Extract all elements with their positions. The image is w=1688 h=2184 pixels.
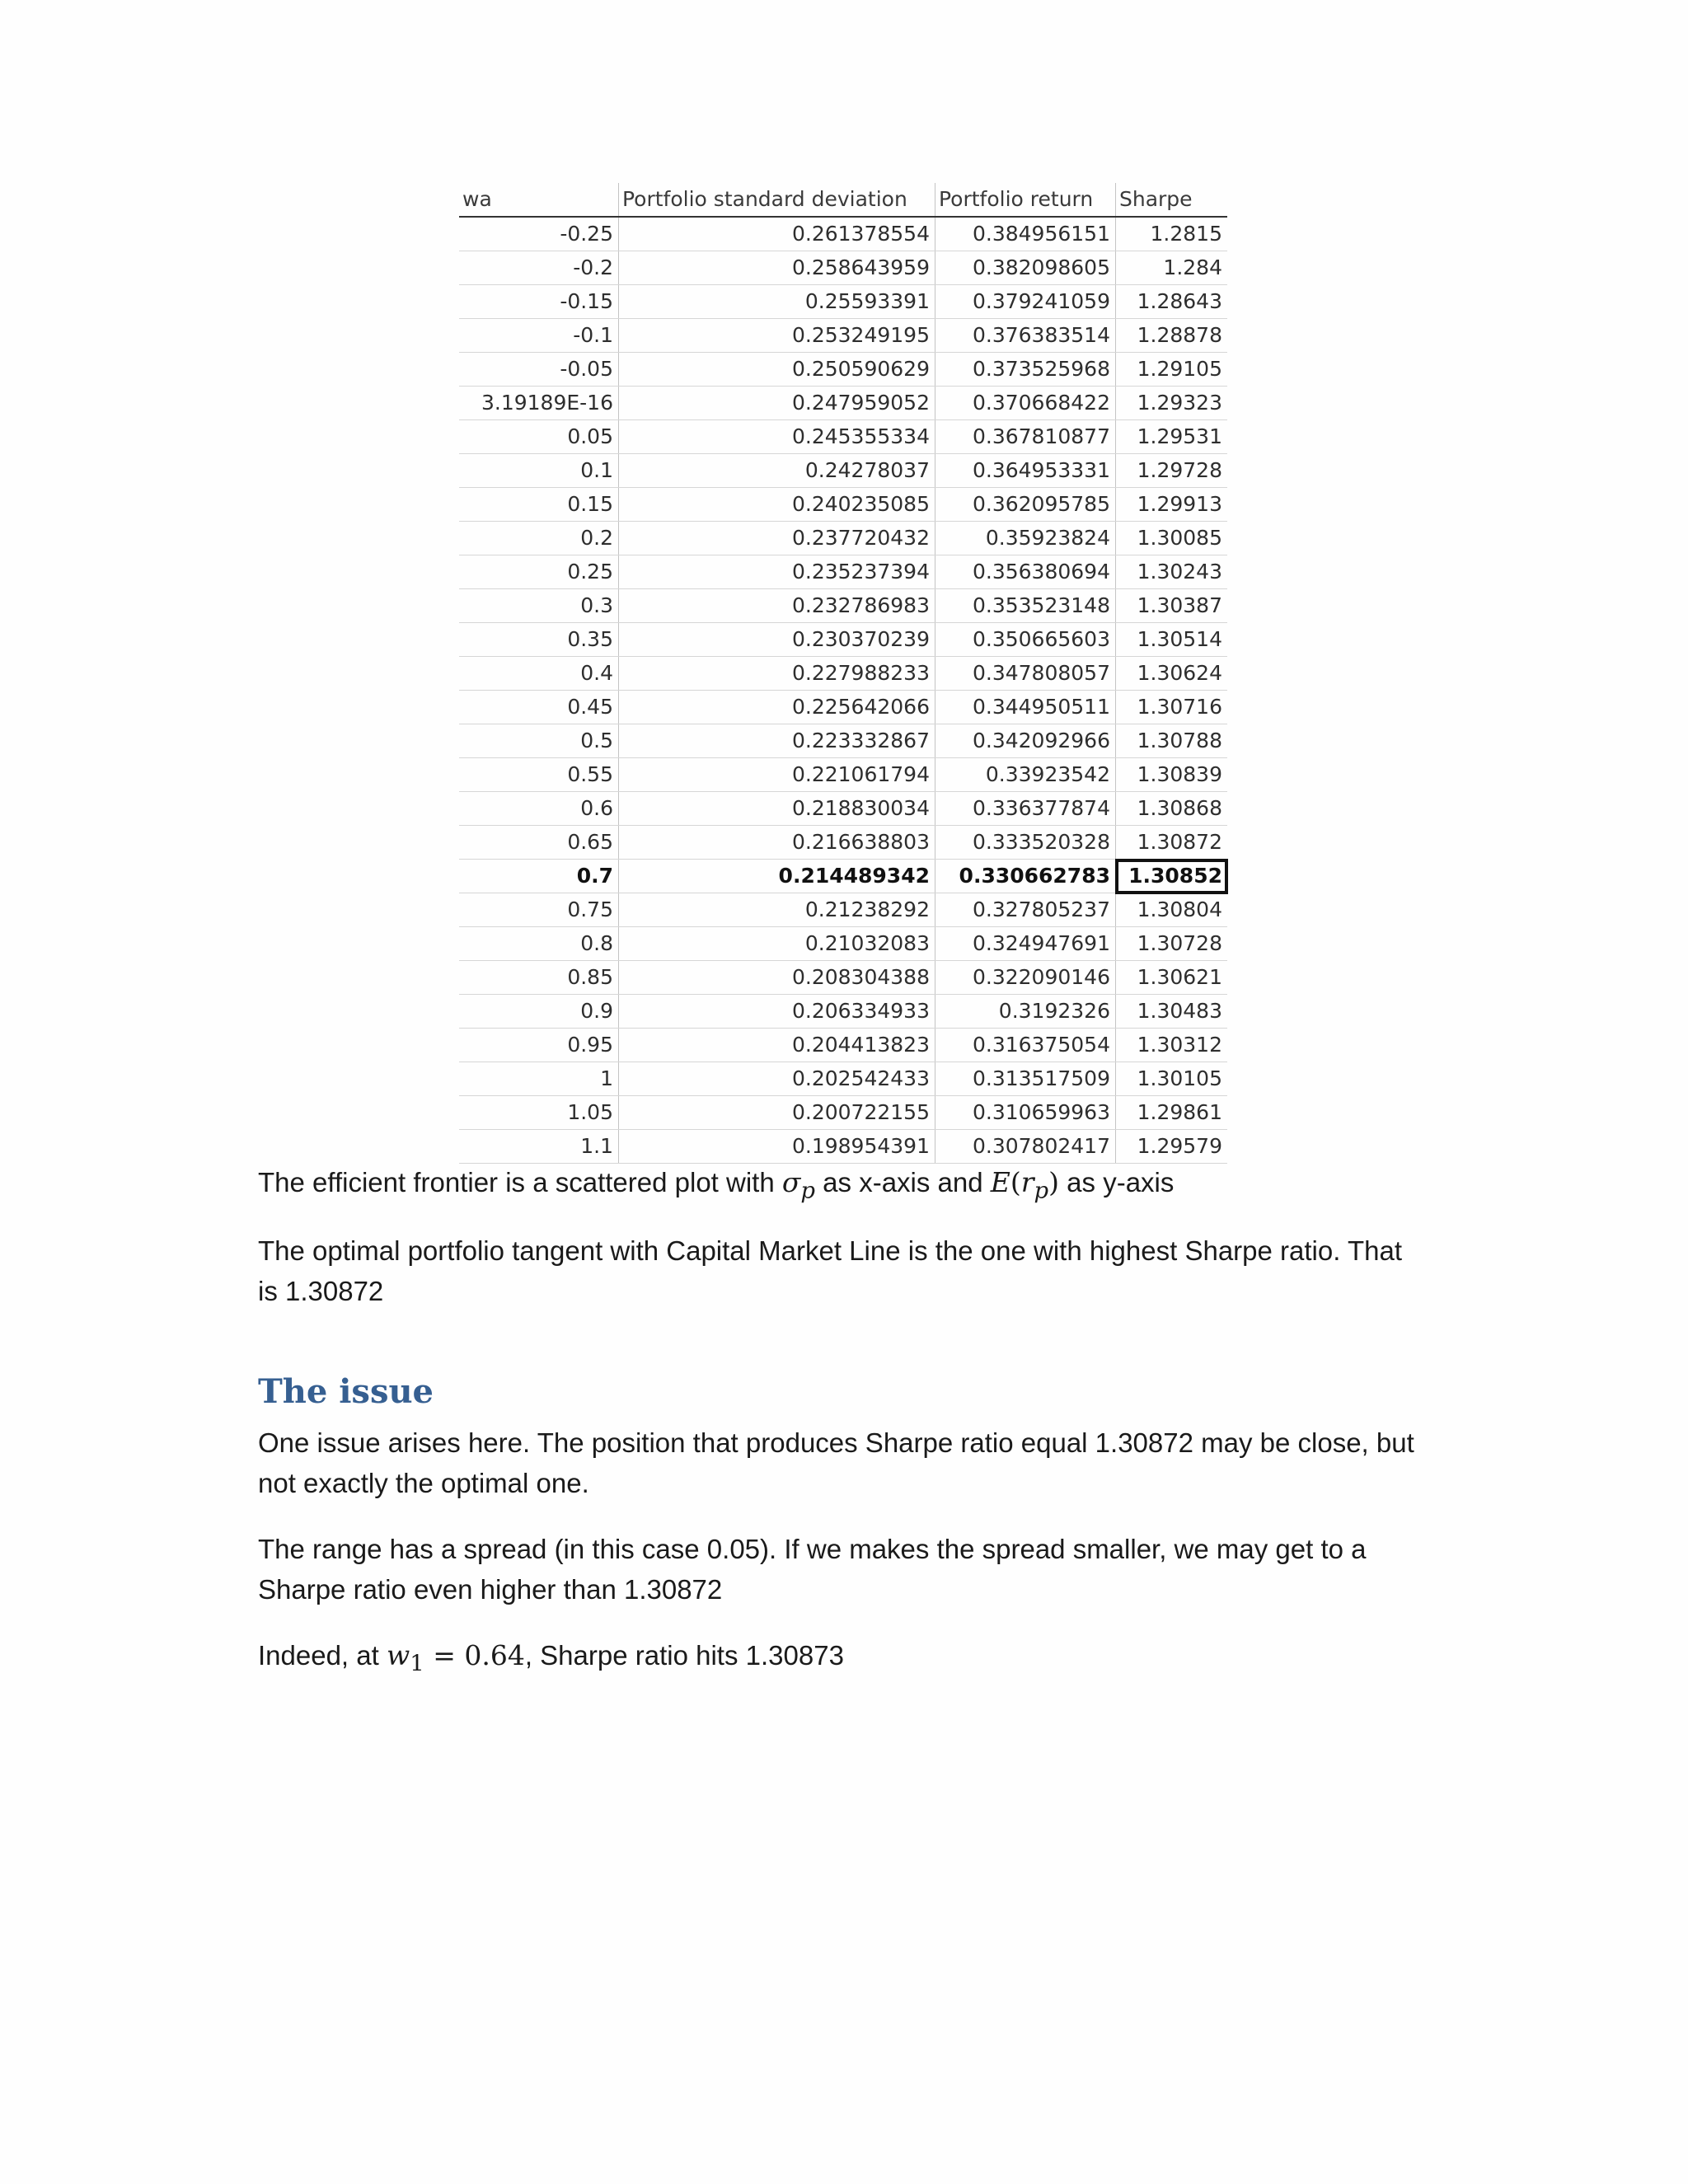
cell-std-dev: 0.230370239 xyxy=(619,623,935,657)
cell-std-dev: 0.214489342 xyxy=(619,860,935,893)
table-row xyxy=(459,860,1227,893)
para1-before: The efficient frontier is a scattered plot with xyxy=(258,1167,782,1197)
table-row xyxy=(459,995,1227,1029)
cell-wa: -0.1 xyxy=(459,319,619,353)
cell-return: 0.310659963 xyxy=(935,1096,1116,1130)
cell-return: 0.353523148 xyxy=(935,589,1116,623)
table-row xyxy=(459,1062,1227,1096)
cell-sharpe: 1.30868 xyxy=(1116,792,1228,826)
issue-paragraph: One issue arises here. The position that produces Sharpe ratio equal 1.30872 may be close, but not exactly the optimal one. xyxy=(258,1427,1414,1498)
cell-sharpe: 1.30483 xyxy=(1116,995,1228,1029)
cell-sharpe: 1.29531 xyxy=(1116,420,1228,454)
cell-wa: -0.15 xyxy=(459,285,619,319)
cell-return: 0.367810877 xyxy=(935,420,1116,454)
cell-return: 0.33923542 xyxy=(935,758,1116,792)
cell-sharpe: 1.30852 xyxy=(1116,860,1228,893)
header-sharpe: Sharpe xyxy=(1116,183,1228,217)
table-row xyxy=(459,758,1227,792)
cell-return: 0.356380694 xyxy=(935,555,1116,589)
w-symbol: w xyxy=(386,1639,410,1671)
table-row xyxy=(459,1029,1227,1062)
cell-return: 0.333520328 xyxy=(935,826,1116,860)
table-row xyxy=(459,792,1227,826)
w-subscript: 1 xyxy=(410,1650,424,1677)
cell-wa: 0.6 xyxy=(459,792,619,826)
cell-sharpe: 1.29913 xyxy=(1116,488,1228,522)
table-row xyxy=(459,1130,1227,1164)
header-wa: wa xyxy=(459,183,619,217)
cell-wa: 0.15 xyxy=(459,488,619,522)
efficient-frontier-paragraph: The efficient frontier is a scattered plot with $\sigma_p$ as x-axis and $E(r_p)$ as y-axis xyxy=(258,1166,1175,1204)
cell-std-dev: 0.253249195 xyxy=(619,319,935,353)
cell-std-dev: 0.24278037 xyxy=(619,454,935,488)
cell-sharpe: 1.30312 xyxy=(1116,1029,1228,1062)
cell-wa: 0.25 xyxy=(459,555,619,589)
cell-wa: 0.95 xyxy=(459,1029,619,1062)
indeed-paragraph xyxy=(258,1635,1428,1685)
table-row xyxy=(459,826,1227,860)
cell-return: 0.336377874 xyxy=(935,792,1116,826)
para5-before: Indeed, at xyxy=(258,1640,387,1671)
cell-return: 0.342092966 xyxy=(935,724,1116,758)
sharpe-table xyxy=(459,183,1227,1164)
cell-sharpe: 1.30105 xyxy=(1116,1062,1228,1096)
sigma-subscript: p xyxy=(800,1177,816,1204)
cell-std-dev: 0.258643959 xyxy=(619,251,935,285)
cell-return: 0.327805237 xyxy=(935,893,1116,927)
cell-sharpe: 1.28878 xyxy=(1116,319,1228,353)
table-row xyxy=(459,623,1227,657)
cell-std-dev: 0.235237394 xyxy=(619,555,935,589)
cell-std-dev: 0.21238292 xyxy=(619,893,935,927)
cell-std-dev: 0.206334933 xyxy=(619,995,935,1029)
cell-wa: 0.65 xyxy=(459,826,619,860)
cell-sharpe: 1.30872 xyxy=(1116,826,1228,860)
cell-sharpe: 1.30624 xyxy=(1116,657,1228,691)
cell-wa: 1 xyxy=(459,1062,619,1096)
table-row xyxy=(459,927,1227,961)
cell-std-dev: 0.204413823 xyxy=(619,1029,935,1062)
cell-wa: 1.05 xyxy=(459,1096,619,1130)
return-subscript: p xyxy=(1034,1177,1049,1204)
cell-std-dev: 0.200722155 xyxy=(619,1096,935,1130)
table-row xyxy=(459,522,1227,555)
cell-sharpe: 1.30728 xyxy=(1116,927,1228,961)
cell-wa: -0.2 xyxy=(459,251,619,285)
cell-std-dev: 0.216638803 xyxy=(619,826,935,860)
cell-sharpe: 1.30514 xyxy=(1116,623,1228,657)
cell-return: 0.382098605 xyxy=(935,251,1116,285)
cell-return: 0.384956151 xyxy=(935,217,1116,251)
para5-after: , Sharpe ratio hits 1.30873 xyxy=(524,1640,844,1671)
cell-return: 0.316375054 xyxy=(935,1029,1116,1062)
table-row xyxy=(459,724,1227,758)
cell-sharpe: 1.30788 xyxy=(1116,724,1228,758)
cell-std-dev: 0.202542433 xyxy=(619,1062,935,1096)
table-row xyxy=(459,691,1227,724)
para1-after: as y-axis xyxy=(1059,1167,1175,1197)
cell-wa: 0.1 xyxy=(459,454,619,488)
cell-sharpe: 1.30716 xyxy=(1116,691,1228,724)
cell-wa: 0.35 xyxy=(459,623,619,657)
cell-sharpe: 1.30387 xyxy=(1116,589,1228,623)
cell-return: 0.313517509 xyxy=(935,1062,1116,1096)
cell-std-dev: 0.240235085 xyxy=(619,488,935,522)
cell-return: 0.344950511 xyxy=(935,691,1116,724)
cell-wa: 0.8 xyxy=(459,927,619,961)
cell-wa: 0.9 xyxy=(459,995,619,1029)
cell-return: 0.324947691 xyxy=(935,927,1116,961)
cell-sharpe: 1.29579 xyxy=(1116,1130,1228,1164)
cell-std-dev: 0.25593391 xyxy=(619,285,935,319)
cell-std-dev: 0.223332867 xyxy=(619,724,935,758)
cell-wa: 0.5 xyxy=(459,724,619,758)
cell-wa: 0.85 xyxy=(459,961,619,995)
cell-return: 0.350665603 xyxy=(935,623,1116,657)
cell-std-dev: 0.225642066 xyxy=(619,691,935,724)
spread-paragraph: The range has a spread (in this case 0.05). If we makes the spread smaller, we may get to a Sharpe ratio even higher than 1.30872 xyxy=(258,1534,1367,1605)
cell-sharpe: 1.284 xyxy=(1116,251,1228,285)
cell-return: 0.379241059 xyxy=(935,285,1116,319)
table-row xyxy=(459,555,1227,589)
cell-return: 0.376383514 xyxy=(935,319,1116,353)
cell-wa: -0.05 xyxy=(459,353,619,387)
cell-sharpe: 1.29728 xyxy=(1116,454,1228,488)
cell-sharpe: 1.30839 xyxy=(1116,758,1228,792)
cell-sharpe: 1.30085 xyxy=(1116,522,1228,555)
cell-return: 0.373525968 xyxy=(935,353,1116,387)
cell-wa: 0.4 xyxy=(459,657,619,691)
table-body xyxy=(459,217,1227,1164)
cell-wa: 0.55 xyxy=(459,758,619,792)
table-row xyxy=(459,217,1227,251)
table-row xyxy=(459,319,1227,353)
cell-std-dev: 0.198954391 xyxy=(619,1130,935,1164)
table-header-row xyxy=(459,183,1227,217)
cell-wa: 0.05 xyxy=(459,420,619,454)
cell-sharpe: 1.29105 xyxy=(1116,353,1228,387)
para1-middle: as x-axis and xyxy=(815,1167,991,1197)
table-row xyxy=(459,1096,1227,1130)
table-row xyxy=(459,353,1227,387)
cell-sharpe: 1.30243 xyxy=(1116,555,1228,589)
sigma-symbol: σ xyxy=(781,1166,801,1198)
cell-wa: -0.25 xyxy=(459,217,619,251)
cell-std-dev: 0.232786983 xyxy=(619,589,935,623)
table-row xyxy=(459,961,1227,995)
cell-return: 0.347808057 xyxy=(935,657,1116,691)
cell-std-dev: 0.250590629 xyxy=(619,353,935,387)
cell-sharpe: 1.29323 xyxy=(1116,387,1228,420)
cell-std-dev: 0.245355334 xyxy=(619,420,935,454)
table-row xyxy=(459,488,1227,522)
w-equals: = 0.64 xyxy=(424,1639,525,1671)
cell-sharpe: 1.28643 xyxy=(1116,285,1228,319)
cell-return: 0.362095785 xyxy=(935,488,1116,522)
cell-return: 0.364953331 xyxy=(935,454,1116,488)
cell-std-dev: 0.261378554 xyxy=(619,217,935,251)
expectation-symbol: E xyxy=(990,1166,1010,1198)
table-row xyxy=(459,387,1227,420)
cell-return: 0.322090146 xyxy=(935,961,1116,995)
header-return: Portfolio return xyxy=(935,183,1116,217)
cell-sharpe: 1.30804 xyxy=(1116,893,1228,927)
table-row xyxy=(459,251,1227,285)
cell-return: 0.370668422 xyxy=(935,387,1116,420)
cell-wa: 0.75 xyxy=(459,893,619,927)
cell-return: 0.3192326 xyxy=(935,995,1116,1029)
table-row xyxy=(459,285,1227,319)
cell-std-dev: 0.237720432 xyxy=(619,522,935,555)
header-std-dev: Portfolio standard deviation xyxy=(619,183,935,217)
table-row xyxy=(459,454,1227,488)
cell-sharpe: 1.29861 xyxy=(1116,1096,1228,1130)
cell-std-dev: 0.218830034 xyxy=(619,792,935,826)
cell-std-dev: 0.21032083 xyxy=(619,927,935,961)
cell-wa: 1.1 xyxy=(459,1130,619,1164)
cell-sharpe: 1.2815 xyxy=(1116,217,1228,251)
return-symbol: r xyxy=(1020,1166,1034,1198)
cell-wa: 3.19189E-16 xyxy=(459,387,619,420)
cell-wa: 0.45 xyxy=(459,691,619,724)
cell-wa: 0.7 xyxy=(459,860,619,893)
table-row xyxy=(459,420,1227,454)
optimal-portfolio-paragraph: The optimal portfolio tangent with Capital Market Line is the one with highest Sharpe ratio. That is 1.30872 xyxy=(258,1235,1402,1306)
table-row xyxy=(459,589,1227,623)
cell-return: 0.307802417 xyxy=(935,1130,1116,1164)
cell-return: 0.330662783 xyxy=(935,860,1116,893)
cell-wa: 0.2 xyxy=(459,522,619,555)
cell-std-dev: 0.208304388 xyxy=(619,961,935,995)
cell-std-dev: 0.227988233 xyxy=(619,657,935,691)
cell-wa: 0.3 xyxy=(459,589,619,623)
table-row xyxy=(459,893,1227,927)
cell-std-dev: 0.221061794 xyxy=(619,758,935,792)
cell-std-dev: 0.247959052 xyxy=(619,387,935,420)
cell-return: 0.35923824 xyxy=(935,522,1116,555)
table-row xyxy=(459,657,1227,691)
cell-sharpe: 1.30621 xyxy=(1116,961,1228,995)
section-heading: The issue xyxy=(258,1372,434,1411)
